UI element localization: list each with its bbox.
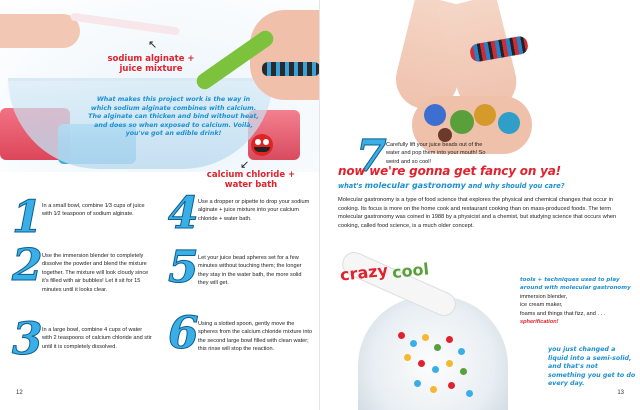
bowl-of-beads-image [358, 296, 508, 410]
teal-bead-image [498, 112, 520, 134]
tools-list [520, 276, 635, 326]
step-number: 1 [12, 192, 43, 243]
bracelet-image [262, 62, 320, 76]
step-2 [12, 240, 152, 294]
step-6 [168, 308, 313, 359]
step-number: 3 [12, 314, 43, 365]
label-calcium-chloride: calcium chloride + water bath [206, 170, 296, 190]
section-heading: now we're gonna get fancy on ya! [338, 164, 561, 178]
subheading-post: and why should you care? [465, 182, 565, 190]
hand-image-right [250, 10, 320, 100]
subheading-pre: what's [338, 182, 365, 190]
step-number: 5 [168, 242, 199, 293]
arrow-icon-2: ↙ [240, 159, 250, 171]
label-sodium-alginate: sodium alginate + juice mixture [107, 54, 195, 74]
pipette-image [70, 12, 180, 35]
step-3 [12, 314, 152, 365]
page-number-right: 13 [617, 390, 624, 396]
intro-callout: What makes this project work is the way in which sodium alginate combines with calcium. The alginate can thicken and bind without heat, and does so when exposed to calcium. Voilà, you've got an edible drink! [88, 96, 259, 138]
step-text: Let your juice bead spheres set for a few minutes without touching them; the longer they stay in the water bath, the more solid they will get. [198, 255, 302, 287]
hand-image-left [0, 14, 80, 48]
tools-heading: tools + techniques used to play around with molecular gastronomy [520, 277, 631, 292]
pull-quote: you just changed a liquid into a semi-solid, and that's not something you get to do every day. [548, 346, 636, 388]
blue-bead-image [424, 104, 446, 126]
step-number: 4 [168, 188, 199, 239]
step-text: Use a dropper or pipette to drop your sodium alginate + juice mixture into your calcium chloride + water bath. [198, 199, 310, 222]
tools-item: foams and things that fizz, and . . . [520, 310, 606, 317]
green-bead-image [450, 110, 474, 134]
step-text: In a small bowl, combine 1⁄3 cups of juice with 1⁄2 teaspoon of sodium alginate. [42, 203, 145, 218]
step-5 [168, 242, 313, 293]
section-subheading [338, 181, 565, 190]
subheading-term: molecular gastronomy [364, 181, 466, 190]
body-paragraph: Molecular gastronomy is a type of food science that explores the physical and chemical changes that occur in cooking. Its focus is more on the home cook and restaurant cooking than on mass-produced foods. The term molecular gastronomy was coined in 1988 by a physicist and a chemist, but studying science that occurs when cooking, called food science, is a much older concept. [338, 197, 617, 229]
step-text: Use the immersion blender to completely dissolve the powder and blend the mixture together. The mixture will look cloudy since it's filled with air bubbles! Let it sit for 15 minutes until it looks clear. [42, 253, 149, 293]
tools-item: ice cream maker, [520, 302, 563, 309]
arrow-icon: ↖ [148, 39, 158, 51]
step-text: In a large bowl, combine 4 cups of water with 2 teaspoons of calcium chloride and stir until it is completely dissolved. [42, 327, 152, 350]
step-1 [12, 192, 152, 243]
step-text: Using a slotted spoon, gently move the spheres from the calcium chloride mixture into the second large bowl filled with clean water; this rinse will stop the reaction. [198, 321, 313, 353]
tools-item-spherification: spherification! [520, 319, 559, 326]
right-page [320, 0, 640, 410]
photo-bowl-and-pipette [0, 0, 320, 172]
step-number: 2 [12, 240, 43, 291]
page-number-left: 12 [16, 390, 23, 396]
orange-bead-image [474, 104, 496, 126]
step-number: 6 [168, 308, 199, 359]
step-text: Carefully lift your juice beads out of the water and pop them into your mouth! So weird and so cool! [386, 142, 486, 165]
step-number: 7 [356, 131, 387, 182]
crazy-word: crazy [339, 260, 389, 285]
step-4 [168, 188, 313, 239]
tools-item: immersion blender, [520, 293, 568, 300]
cool-word: cool [391, 259, 430, 283]
